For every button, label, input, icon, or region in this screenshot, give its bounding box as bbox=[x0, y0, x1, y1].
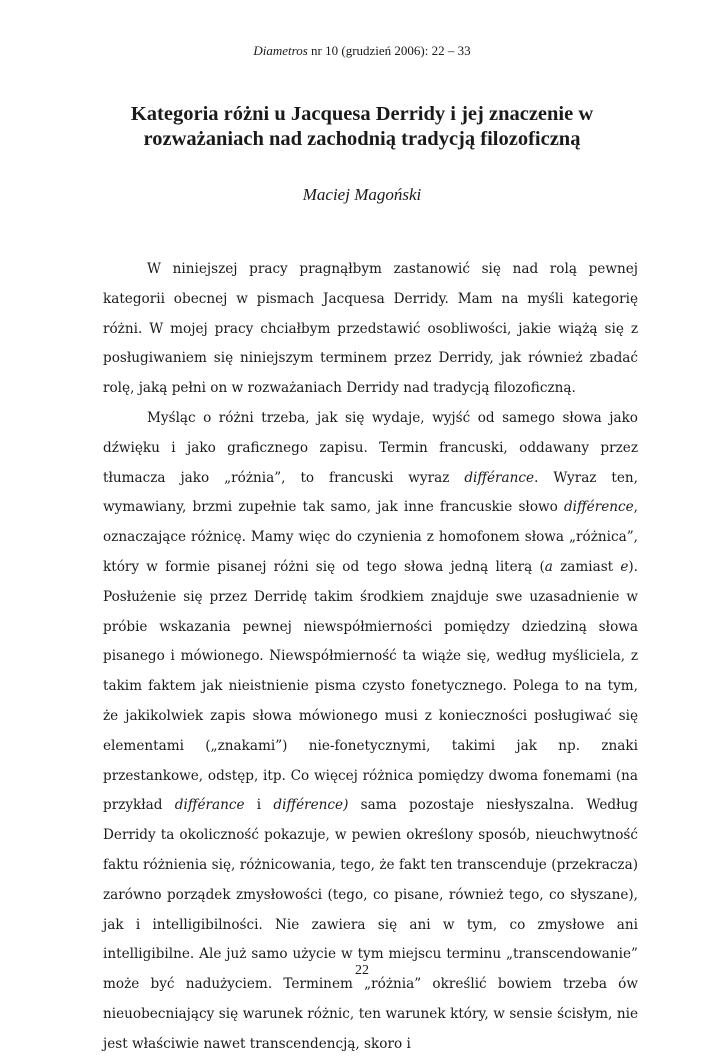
text-run: ). Posłużenie się przez Derridę takim środkiem znajduje swe uzasadnienie w próbie wskazania pewnej niewspółmierności pomiędzy dziedziną słowa pisanego i mówionego. Niewspółmierność ta wiąże się, według myśliciela, z takim faktem jak nieistnienie pisma czysto fonetycznego. Polega to na tym, że jakikolwiek zapis słowa mówionego musi z konieczności posługiwać się elementami („znakami”) nie-fonetycznymi, takimi jak np. znaki przestankowe, odstęp, itp. Co więcej różnica pomiędzy dwoma fonemami (na przykład bbox=[103, 558, 638, 814]
italic-term: a bbox=[544, 558, 553, 575]
text-run: , oznaczające różnicę. Mamy więc do czynienia z homofonem słowa „różnica”, który w formie pisanej różni się od tego słowa jedną literą ( bbox=[103, 499, 638, 575]
article-body bbox=[103, 255, 638, 1060]
italic-term: différence bbox=[563, 499, 634, 516]
italic-term: différance bbox=[464, 469, 535, 486]
paragraph-1: W niniejszej pracy pragnąłbym zastanowić się nad rolą pewnej kategorii obecnej w pismach Jacquesa Derridy. Mam na myśli kategorię różni. W mojej pracy chciałbym przedstawić osobliwości, jakie wiążą się z posługiwaniem się niniejszym terminem przez Derridy, jak również zbadać rolę, jaką pełni on w rozważaniach Derridy nad tradycją filozoficzną. bbox=[103, 261, 638, 397]
journal-header bbox=[0, 43, 724, 59]
text-run: sama pozostaje niesłyszalna. Według Derridy ta okoliczność pokazuje, w pewien określony sposób, nieuchwytność faktu różnienia się, różnicowania, tego, że fakt ten transcenduje (przekracza) zarówno porządek zmysłowości (tego, co pisane, również tego, co słyszane), jak i intelligibilności. Nie zawiera się ani w tym, co zmysłowe ani intelligibilne. Ale już samo użycie w tym miejscu terminu „transcendowanie” może być nadużyciem. Terminem „różnia” określić bowiem trzeba ów nieuobecniający się warunek różnic, ten warunek który, w sensie ścisłym, nie jest właściwie nawet transcendencją, skoro i bbox=[103, 797, 638, 1052]
text-run: zamiast bbox=[552, 558, 621, 575]
article-title: Kategoria różni u Jacquesa Derridy i jej znaczenie w rozważaniach nad zachodnią tradycją filozoficzną bbox=[130, 103, 594, 150]
text-run: i bbox=[244, 797, 274, 814]
italic-term: différence) bbox=[273, 797, 349, 814]
italic-term: différance bbox=[174, 797, 245, 814]
journal-issue: nr 10 (grudzień 2006): 22 – 33 bbox=[311, 43, 471, 58]
journal-name: Diametros bbox=[253, 43, 308, 58]
page-number: 22 bbox=[355, 963, 369, 978]
article-author: Maciej Magoński bbox=[302, 185, 422, 204]
text-run: . Wyraz ten, wymawiany, brzmi zupełnie tak samo, jak inne francuskie słowo bbox=[103, 469, 638, 516]
text-run: Myśląc o różni trzeba, jak się wydaje, wyjść od samego słowa jako dźwięku i jako graficznego zapisu. Termin francuski, oddawany przez tłumacza jako „różnia”, to francuski wyraz bbox=[103, 409, 638, 486]
italic-term: e bbox=[620, 558, 629, 575]
